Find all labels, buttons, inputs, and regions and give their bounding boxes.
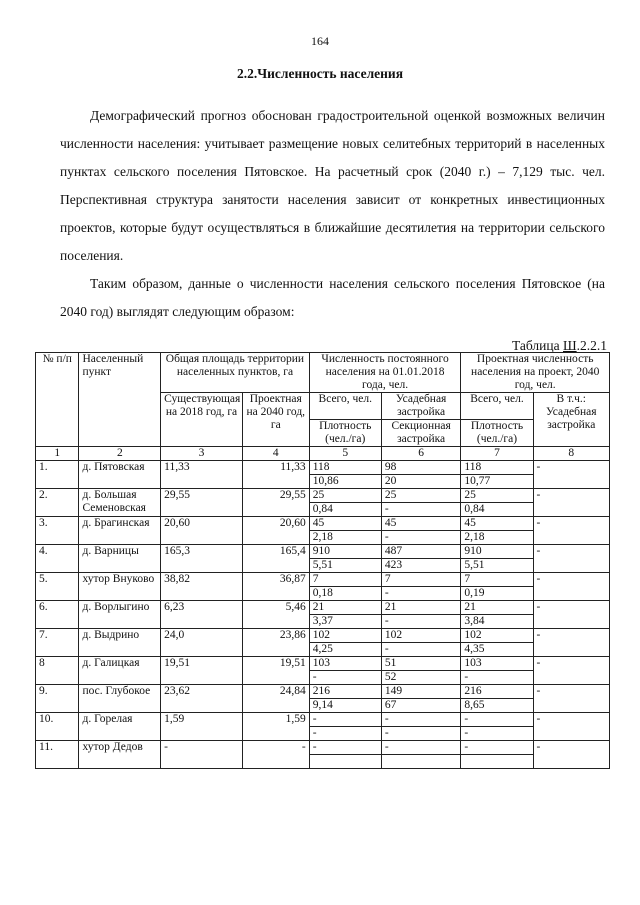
cell-manor-2018: - xyxy=(381,713,461,727)
cell-area-existing: 24,0 xyxy=(161,629,243,657)
cell-area-projected: 20,60 xyxy=(242,517,309,545)
table-caption-prefix: Таблица xyxy=(512,338,563,353)
cell-manor-2018: 7 xyxy=(381,573,461,587)
col-number: 5 xyxy=(309,447,381,461)
table-row xyxy=(36,601,610,615)
cell-total-2040: 103 xyxy=(461,657,533,671)
cell-num: 7. xyxy=(36,629,79,657)
cell-area-projected: 24,84 xyxy=(242,685,309,713)
cell-total-2018: 910 xyxy=(309,545,381,559)
table-row xyxy=(36,545,610,559)
cell-density-2040: - xyxy=(461,671,533,685)
cell-area-projected: - xyxy=(242,741,309,769)
cell-sectional: - xyxy=(381,727,461,741)
cell-total-2018: 103 xyxy=(309,657,381,671)
cell-including-manor: - xyxy=(533,713,609,741)
cell-area-projected: 5,46 xyxy=(242,601,309,629)
cell-num: 11. xyxy=(36,741,79,769)
cell-including-manor: - xyxy=(533,685,609,713)
cell-sectional: 20 xyxy=(381,475,461,489)
cell-area-projected: 29,55 xyxy=(242,489,309,517)
cell-total-2018: 45 xyxy=(309,517,381,531)
cell-place-name: хутор Внуково xyxy=(79,573,161,601)
col-number: 4 xyxy=(242,447,309,461)
cell-sectional: 423 xyxy=(381,559,461,573)
cell-num: 6. xyxy=(36,601,79,629)
cell-total-2018: 21 xyxy=(309,601,381,615)
col-number: 6 xyxy=(381,447,461,461)
cell-including-manor: - xyxy=(533,517,609,545)
cell-num: 5. xyxy=(36,573,79,601)
header-sectional: Секционная застройка xyxy=(381,420,461,447)
col-number: 7 xyxy=(461,447,533,461)
cell-area-existing: 6,23 xyxy=(161,601,243,629)
cell-total-2040: - xyxy=(461,741,533,755)
cell-density-2040: 10,77 xyxy=(461,475,533,489)
cell-manor-2018: - xyxy=(381,741,461,755)
cell-density-2018: 2,18 xyxy=(309,531,381,545)
cell-density-2018: 9,14 xyxy=(309,699,381,713)
cell-place-name: д. Брагинская xyxy=(79,517,161,545)
table-row xyxy=(36,517,610,531)
header-density-2018: Плотность (чел./га) xyxy=(309,420,381,447)
header-total-2018: Всего, чел. xyxy=(309,393,381,420)
population-table xyxy=(35,352,610,769)
paragraph-population-intro: Таким образом, данные о численности населения сельского поселения Пятовское (на 2040 год) выглядят следующим образом: xyxy=(60,276,605,319)
cell-total-2018: - xyxy=(309,713,381,727)
header-manor-2018: Усадебная застройка xyxy=(381,393,461,420)
cell-sectional xyxy=(381,755,461,769)
col-number: 1 xyxy=(36,447,79,461)
cell-num: 3. xyxy=(36,517,79,545)
table-row xyxy=(36,657,610,671)
section-heading: 2.2.Численность населения xyxy=(236,66,404,81)
cell-total-2018: 7 xyxy=(309,573,381,587)
table-row xyxy=(36,685,610,699)
cell-total-2040: 910 xyxy=(461,545,533,559)
cell-area-projected: 1,59 xyxy=(242,713,309,741)
cell-density-2018: 0,18 xyxy=(309,587,381,601)
cell-area-projected: 23,86 xyxy=(242,629,309,657)
cell-area-projected: 11,33 xyxy=(242,461,309,489)
cell-area-existing: 38,82 xyxy=(161,573,243,601)
page-number: 164 xyxy=(311,34,329,48)
cell-including-manor: - xyxy=(533,489,609,517)
cell-density-2040: 4,35 xyxy=(461,643,533,657)
cell-num: 9. xyxy=(36,685,79,713)
cell-area-projected: 165,4 xyxy=(242,545,309,573)
cell-manor-2018: 45 xyxy=(381,517,461,531)
cell-sectional: 67 xyxy=(381,699,461,713)
cell-density-2040: 3,84 xyxy=(461,615,533,629)
cell-density-2040: 2,18 xyxy=(461,531,533,545)
cell-manor-2018: 98 xyxy=(381,461,461,475)
cell-sectional: - xyxy=(381,503,461,517)
cell-including-manor: - xyxy=(533,461,609,489)
cell-num: 10. xyxy=(36,713,79,741)
cell-density-2018: 3,37 xyxy=(309,615,381,629)
cell-num: 1. xyxy=(36,461,79,489)
cell-total-2040: 21 xyxy=(461,601,533,615)
header-projected-population: Проектная численность населения на проект, 2040 год, чел. xyxy=(461,353,610,393)
col-number: 3 xyxy=(161,447,243,461)
cell-including-manor: - xyxy=(533,629,609,657)
cell-density-2040: - xyxy=(461,727,533,741)
cell-sectional: - xyxy=(381,643,461,657)
cell-place-name: д. Пятовская xyxy=(79,461,161,489)
cell-area-existing: 165,3 xyxy=(161,545,243,573)
cell-place-name: д. Ворлыгино xyxy=(79,601,161,629)
cell-density-2018: - xyxy=(309,671,381,685)
table-caption-roman: Ш xyxy=(563,338,577,353)
cell-including-manor: - xyxy=(533,573,609,601)
cell-density-2018 xyxy=(309,755,381,769)
header-area: Общая площадь территории населенных пунктов, га xyxy=(161,353,310,393)
cell-density-2040: 0,19 xyxy=(461,587,533,601)
header-total-2040: Всего, чел. xyxy=(461,393,533,420)
header-population-2018: Численность постоянного населения на 01.01.2018 года, чел. xyxy=(309,353,461,393)
cell-manor-2018: 21 xyxy=(381,601,461,615)
cell-total-2040: 216 xyxy=(461,685,533,699)
cell-area-existing: 19,51 xyxy=(161,657,243,685)
cell-total-2040: 25 xyxy=(461,489,533,503)
cell-including-manor: - xyxy=(533,545,609,573)
cell-density-2040: 5,51 xyxy=(461,559,533,573)
cell-including-manor: - xyxy=(533,741,609,769)
cell-manor-2018: 51 xyxy=(381,657,461,671)
cell-density-2040: 8,65 xyxy=(461,699,533,713)
cell-density-2040: 0,84 xyxy=(461,503,533,517)
table-row xyxy=(36,741,610,755)
table-row xyxy=(36,573,610,587)
header-num: № п/п xyxy=(36,353,79,447)
cell-total-2040: 102 xyxy=(461,629,533,643)
cell-area-existing: 11,33 xyxy=(161,461,243,489)
cell-density-2018: 10,86 xyxy=(309,475,381,489)
paragraph-demographic-forecast: Демографический прогноз обоснован градостроительной оценкой возможных величин численности населения: учитывает размещение новых селитебных территорий в населенных пунктах сельского поселения Пятовское. На расчетный срок (2040 г.) – 7,129 тыс. чел. Перспективная структура занятости населения зависит от конкретных инвестиционных проектов, которые будут осуществляться в ближайшие десятилетия на территории сельского поселения. xyxy=(60,108,605,263)
cell-total-2040: - xyxy=(461,713,533,727)
col-number: 2 xyxy=(79,447,161,461)
cell-area-projected: 19,51 xyxy=(242,657,309,685)
cell-sectional: 52 xyxy=(381,671,461,685)
cell-num: 4. xyxy=(36,545,79,573)
cell-place-name: хутор Дедов xyxy=(79,741,161,769)
table-row xyxy=(36,629,610,643)
cell-place-name: д. Галицкая xyxy=(79,657,161,685)
cell-total-2040: 7 xyxy=(461,573,533,587)
cell-density-2018: 4,25 xyxy=(309,643,381,657)
cell-density-2018: - xyxy=(309,727,381,741)
table-row xyxy=(36,713,610,727)
cell-including-manor: - xyxy=(533,657,609,685)
header-place: Населенный пункт xyxy=(79,353,161,447)
cell-total-2018: 118 xyxy=(309,461,381,475)
cell-total-2040: 118 xyxy=(461,461,533,475)
cell-area-existing: 23,62 xyxy=(161,685,243,713)
header-density-2040: Плотность (чел./га) xyxy=(461,420,533,447)
cell-area-existing: 20,60 xyxy=(161,517,243,545)
cell-density-2018: 5,51 xyxy=(309,559,381,573)
cell-manor-2018: 102 xyxy=(381,629,461,643)
cell-place-name: д. Горелая xyxy=(79,713,161,741)
cell-sectional: - xyxy=(381,615,461,629)
table-row xyxy=(36,489,610,503)
cell-density-2018: 0,84 xyxy=(309,503,381,517)
cell-num: 2. xyxy=(36,489,79,517)
header-area-projected: Проектная на 2040 год, га xyxy=(242,393,309,447)
cell-area-existing: 1,59 xyxy=(161,713,243,741)
cell-place-name: пос. Глубокое xyxy=(79,685,161,713)
header-including-manor: В т.ч.: Усадебная застройка xyxy=(533,393,609,447)
table-row xyxy=(36,461,610,475)
cell-num: 8 xyxy=(36,657,79,685)
cell-manor-2018: 149 xyxy=(381,685,461,699)
cell-total-2018: 25 xyxy=(309,489,381,503)
cell-manor-2018: 25 xyxy=(381,489,461,503)
cell-place-name: д. Выдрино xyxy=(79,629,161,657)
cell-area-existing: - xyxy=(161,741,243,769)
cell-area-projected: 36,87 xyxy=(242,573,309,601)
cell-total-2018: - xyxy=(309,741,381,755)
cell-density-2040 xyxy=(461,755,533,769)
cell-place-name: д. Варницы xyxy=(79,545,161,573)
cell-total-2040: 45 xyxy=(461,517,533,531)
cell-manor-2018: 487 xyxy=(381,545,461,559)
cell-place-name: д. Большая Семеновская xyxy=(79,489,161,517)
cell-area-existing: 29,55 xyxy=(161,489,243,517)
cell-sectional: - xyxy=(381,531,461,545)
cell-total-2018: 102 xyxy=(309,629,381,643)
header-area-existing: Существующая на 2018 год, га xyxy=(161,393,243,447)
cell-total-2018: 216 xyxy=(309,685,381,699)
col-number: 8 xyxy=(533,447,609,461)
cell-sectional: - xyxy=(381,587,461,601)
table-caption-suffix: .2.2.1 xyxy=(576,338,607,353)
cell-including-manor: - xyxy=(533,601,609,629)
